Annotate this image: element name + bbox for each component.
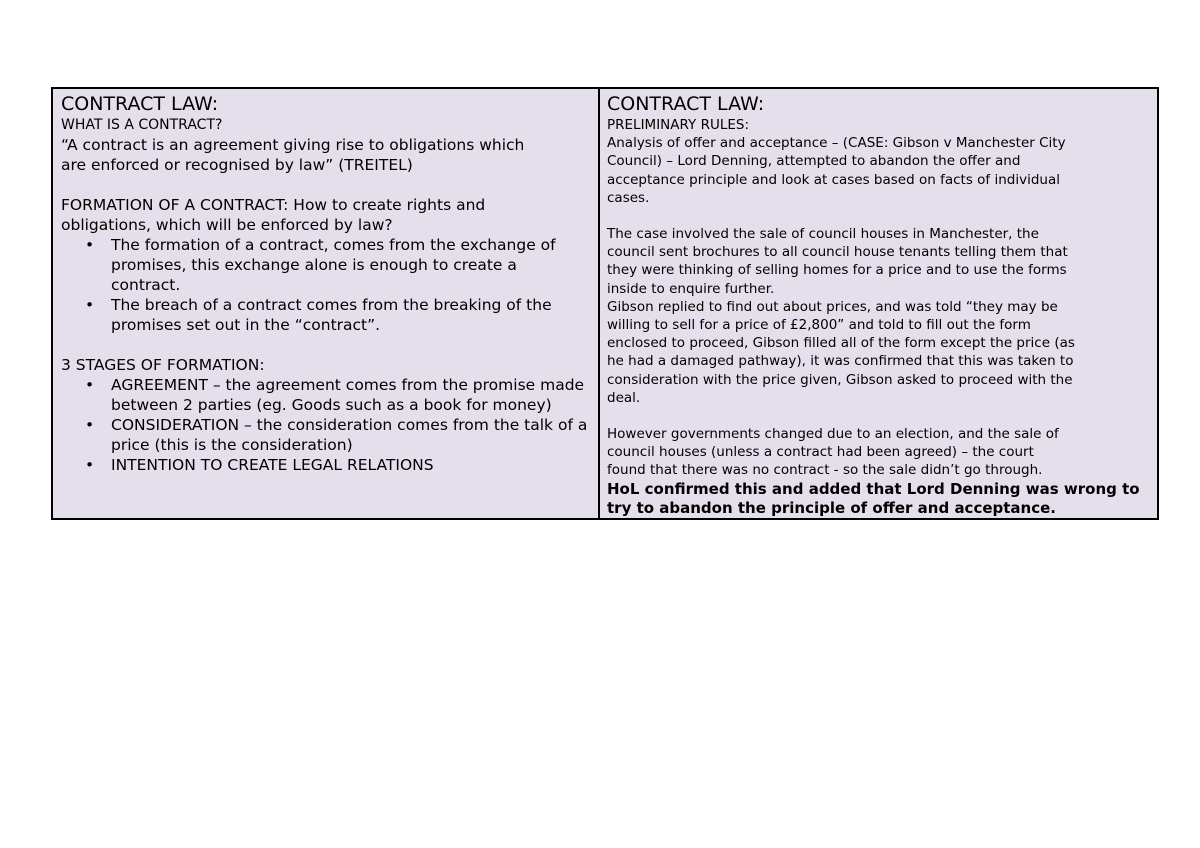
formation-bullet: • The breach of a contract comes from the breaking of the promises set out in the “contract”. xyxy=(111,295,590,335)
paragraph-line: inside to enquire further. xyxy=(607,280,775,297)
paragraph-line: Analysis of offer and acceptance – (CASE: Gibson v Manchester City xyxy=(607,135,1066,152)
paragraph-line: acceptance principle and look at cases based on facts of individual xyxy=(607,171,1060,188)
preliminary-rules-heading: PRELIMINARY RULES: xyxy=(607,117,750,133)
right-title: CONTRACT LAW: xyxy=(607,93,765,115)
stage-bullet: • CONSIDERATION – the consideration comes from the talk of a price (this is the consideration) xyxy=(111,415,590,455)
stage-bullet: • AGREEMENT – the agreement comes from the promise made between 2 parties (eg. Goods such as a book for money) xyxy=(111,375,590,415)
paragraph-line: consideration with the price given, Gibson asked to proceed with the xyxy=(607,371,1073,388)
formation-heading-line-2: obligations, which will be enforced by law? xyxy=(61,216,393,234)
notes-table xyxy=(51,87,1159,520)
treitel-quote-line-2: are enforced or recognised by law” (TREITEL) xyxy=(61,156,413,174)
paragraph-line: enclosed to proceed, Gibson filled all of the form except the price (as xyxy=(607,335,1075,352)
paragraph-line: deal. xyxy=(607,389,641,406)
paragraph-line: However governments changed due to an election, and the sale of xyxy=(607,426,1059,443)
paragraph-line: willing to sell for a price of £2,800” and told to fill out the form xyxy=(607,317,1031,334)
paragraph-line: The case involved the sale of council houses in Manchester, the xyxy=(607,226,1039,243)
paragraph-line: found that there was no contract - so the sale didn’t go through. xyxy=(607,462,1043,479)
left-cell xyxy=(53,89,600,518)
paragraph-line: council sent brochures to all council house tenants telling them that xyxy=(607,244,1068,261)
hol-conclusion-line: HoL confirmed this and added that Lord Denning was wrong to xyxy=(607,479,1140,498)
hol-conclusion-line: try to abandon the principle of offer and acceptance. xyxy=(607,499,1056,518)
paragraph-line: they were thinking of selling homes for a price and to use the forms xyxy=(607,262,1067,279)
stages-bullet-list xyxy=(61,375,590,475)
contract-question: WHAT IS A CONTRACT? xyxy=(61,117,223,133)
left-title: CONTRACT LAW: xyxy=(61,93,219,115)
paragraph-line: he had a damaged pathway), it was confirmed that this was taken to xyxy=(607,353,1074,370)
formation-bullet: • The formation of a contract, comes from the exchange of promises, this exchange alone is enough to create a contract. xyxy=(111,235,590,295)
right-cell xyxy=(600,89,1157,518)
paragraph-line: cases. xyxy=(607,189,650,206)
formation-bullet-list xyxy=(61,235,590,335)
treitel-quote-line-1: “A contract is an agreement giving rise to obligations which xyxy=(61,136,525,154)
paragraph-line: Gibson replied to find out about prices, and was told “they may be xyxy=(607,298,1058,315)
stage-bullet: • INTENTION TO CREATE LEGAL RELATIONS xyxy=(111,455,590,475)
paragraph-line: council houses (unless a contract had been agreed) – the court xyxy=(607,444,1034,461)
formation-heading-line-1: FORMATION OF A CONTRACT: How to create rights and xyxy=(61,196,486,214)
stages-heading: 3 STAGES OF FORMATION: xyxy=(61,356,265,374)
paragraph-line: Council) – Lord Denning, attempted to abandon the offer and xyxy=(607,153,1021,170)
